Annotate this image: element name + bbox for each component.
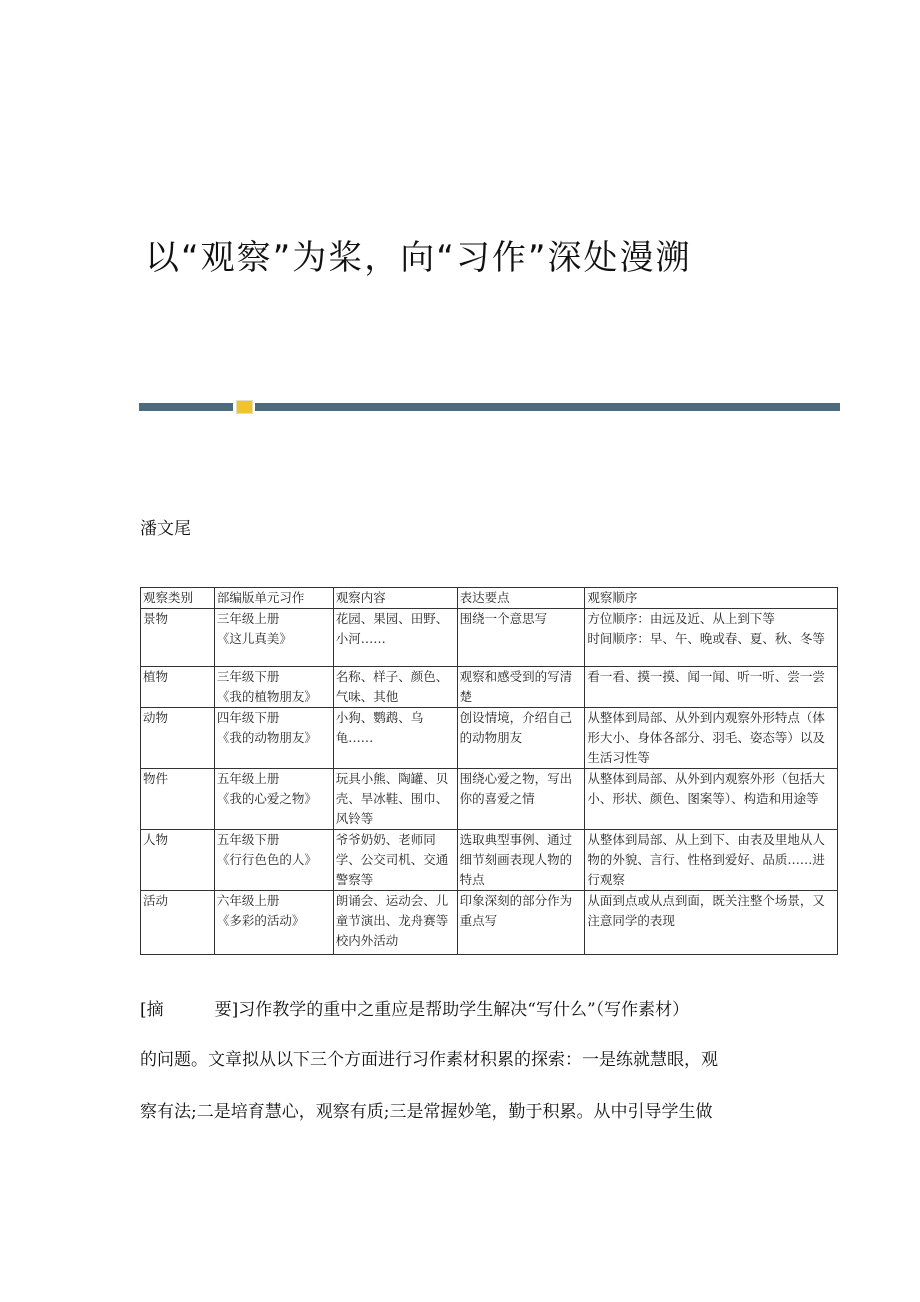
divider-bar <box>139 403 233 411</box>
table-cell: 五年级下册 《行行色色的人》 <box>214 830 333 891</box>
table-cell: 人物 <box>141 830 215 891</box>
table-cell: 创设情境，介绍自己的动物朋友 <box>457 708 585 769</box>
table-cell: 从整体到局部、从外到内观察外形（包括大小、形状、颜色、图案等）、构造和用途等 <box>585 769 838 830</box>
author: 潘文尾 <box>140 519 191 539</box>
table-cell: 六年级上册 《多彩的活动》 <box>214 891 333 955</box>
table-header: 观察内容 <box>333 588 457 609</box>
table-cell: 植物 <box>141 667 215 708</box>
table-row <box>141 708 838 769</box>
table-cell: 小狗、鹦鹉、乌龟…… <box>333 708 457 769</box>
table-row <box>141 609 838 667</box>
table-header: 观察类别 <box>141 588 215 609</box>
observation-table <box>140 587 838 955</box>
table-row <box>141 830 838 891</box>
table-cell: 选取典型事例、通过细节刻画表现人物的特点 <box>457 830 585 891</box>
table-header: 观察顺序 <box>585 588 838 609</box>
divider-bar <box>255 403 840 411</box>
table-cell: 物件 <box>141 769 215 830</box>
table-cell: 名称、样子、颜色、气味、其他 <box>333 667 457 708</box>
table-cell: 观察和感受到的写清楚 <box>457 667 585 708</box>
table-cell: 方位顺序：由远及近、从上到下等 时间顺序：早、午、晚或春、夏、秋、冬等 <box>585 609 838 667</box>
table-cell: 四年级下册 《我的动物朋友》 <box>214 708 333 769</box>
table-cell: 围绕心爱之物，写出你的喜爱之情 <box>457 769 585 830</box>
abstract-line: 的问题。文章拟从以下三个方面进行习作素材积累的探索：一是练就慧眼，观 <box>140 1050 718 1070</box>
abstract-line: 察有法;二是培育慧心，观察有质;三是常握妙笔，勤于积累。从中引导学生做 <box>140 1102 713 1122</box>
table-cell: 活动 <box>141 891 215 955</box>
table-cell: 从整体到局部、从外到内观察外形特点（体形大小、身体各部分、羽毛、姿态等）以及生活习性等 <box>585 708 838 769</box>
table-cell: 围绕一个意思写 <box>457 609 585 667</box>
abstract-line: [摘 要]习作教学的重中之重应是帮助学生解决“写什么”（写作素材） <box>140 1000 690 1020</box>
table-header-row <box>141 588 838 609</box>
table-row <box>141 769 838 830</box>
table-header: 部编版单元习作 <box>214 588 333 609</box>
table-cell: 动物 <box>141 708 215 769</box>
table-row <box>141 667 838 708</box>
table-cell: 朗诵会、运动会、儿童节演出、龙舟赛等校内外活动 <box>333 891 457 955</box>
table-cell: 印象深刻的部分作为重点写 <box>457 891 585 955</box>
page-title: 以“观察”为桨，向“习作”深处漫溯 <box>145 238 692 278</box>
table-cell: 花园、果园、田野、小河…… <box>333 609 457 667</box>
table-cell: 玩具小熊、陶罐、贝壳、旱冰鞋、围巾、风铃等 <box>333 769 457 830</box>
table-header: 表达要点 <box>457 588 585 609</box>
table-cell: 三年级上册 《这儿真美》 <box>214 609 333 667</box>
envelope-icon <box>236 400 253 414</box>
table-cell: 三年级下册 《我的植物朋友》 <box>214 667 333 708</box>
table-cell: 从面到点或从点到面，既关注整个场景，又注意同学的表现 <box>585 891 838 955</box>
table-row <box>141 891 838 955</box>
table-cell: 从整体到局部、从上到下、由表及里地从人物的外貌、言行、性格到爱好、品质……进行观察 <box>585 830 838 891</box>
table-cell: 景物 <box>141 609 215 667</box>
table-cell: 看一看、摸一摸、闻一闻、听一听、尝一尝 <box>585 667 838 708</box>
table-cell: 爷爷奶奶、老师同学、公交司机、交通警察等 <box>333 830 457 891</box>
table-cell: 五年级上册 《我的心爱之物》 <box>214 769 333 830</box>
